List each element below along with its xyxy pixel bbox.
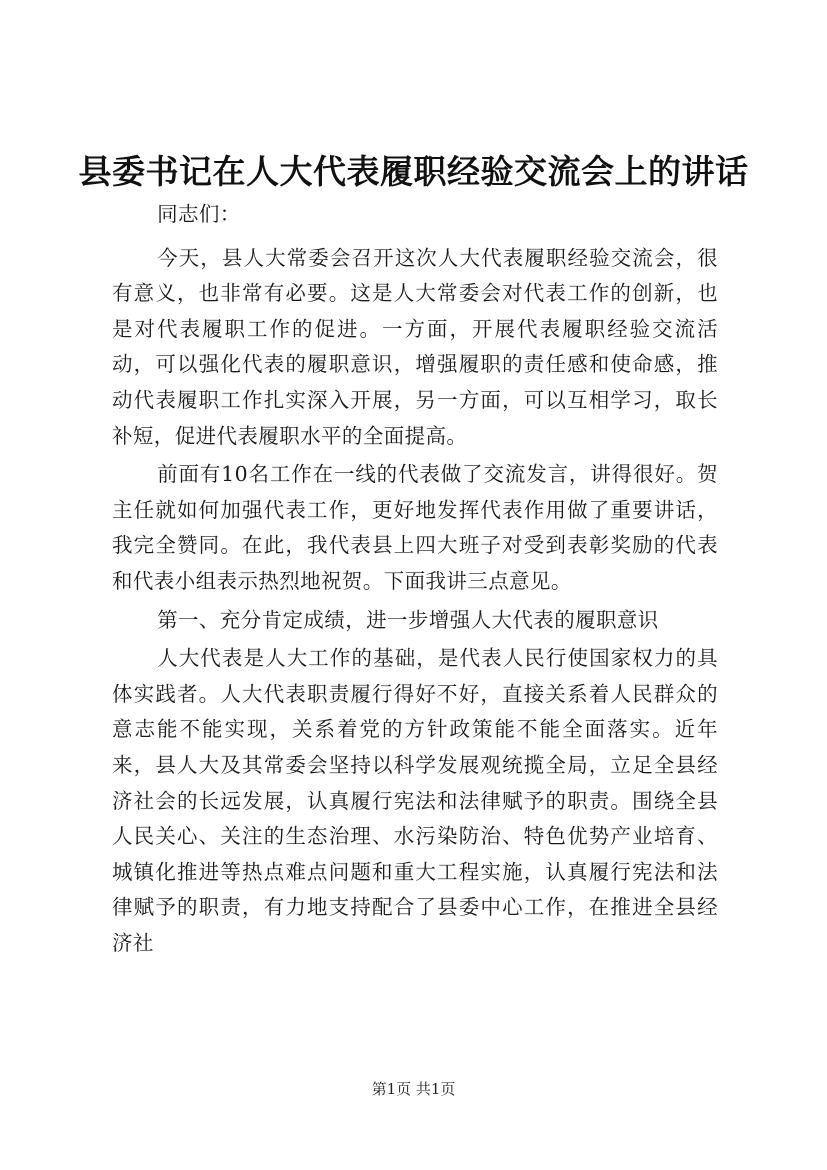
salutation-paragraph: 同志们： [157,202,241,226]
page-footer [0,1078,827,1099]
body-paragraph: 今天，县人大常委会召开这次人大代表履职经验交流会，很有意义，也非常有必要。这是人大常委会对代表工作的创新，也是对代表履职工作的促进。一方面，开展代表履职经验交流活动，可以强化代表的履职意识，增强履职的责任感和使命感，推动代表履职工作扎实深入开展，另一方面，可以互相学习，取长补短，促进代表履职水平的全面提高。 [112,245,718,448]
body-paragraph: 前面有10名工作在一线的代表做了交流发言，讲得很好。贺主任就如何加强代表工作，更好地发挥代表作用做了重要讲话，我完全赞同。在此，我代表县上四大班子对受到表彰奖励的代表和代表小组表示热烈地祝贺。下面我讲三点意见。 [112,462,718,593]
document-body [112,197,718,961]
body-paragraph: 人大代表是人大工作的基础，是代表人民行使国家权力的具体实践者。人大代表职责履行得好不好，直接关系着人民群众的意志能不能实现，关系着党的方针政策能不能全面落实。近年来，县人大及其常委会坚持以科学发展观统揽全局，立足全县经济社会的长远发展，认真履行宪法和法律赋予的职责。围绕全县人民关心、关注的生态治理、水污染防治、特色优势产业培育、城镇化推进等热点难点问题和重大工程实施，认真履行宪法和法律赋予的职责，有力地支持配合了县委中心工作，在推进全县经济社 [112,646,718,955]
document-title: 县委书记在人大代表履职经验交流会上的讲话 [78,152,749,191]
page-number-label: 第1页 共1页 [371,1080,456,1098]
section-heading: 第一、充分肯定成绩，进一步增强人大代表的履职意识 [157,607,659,632]
